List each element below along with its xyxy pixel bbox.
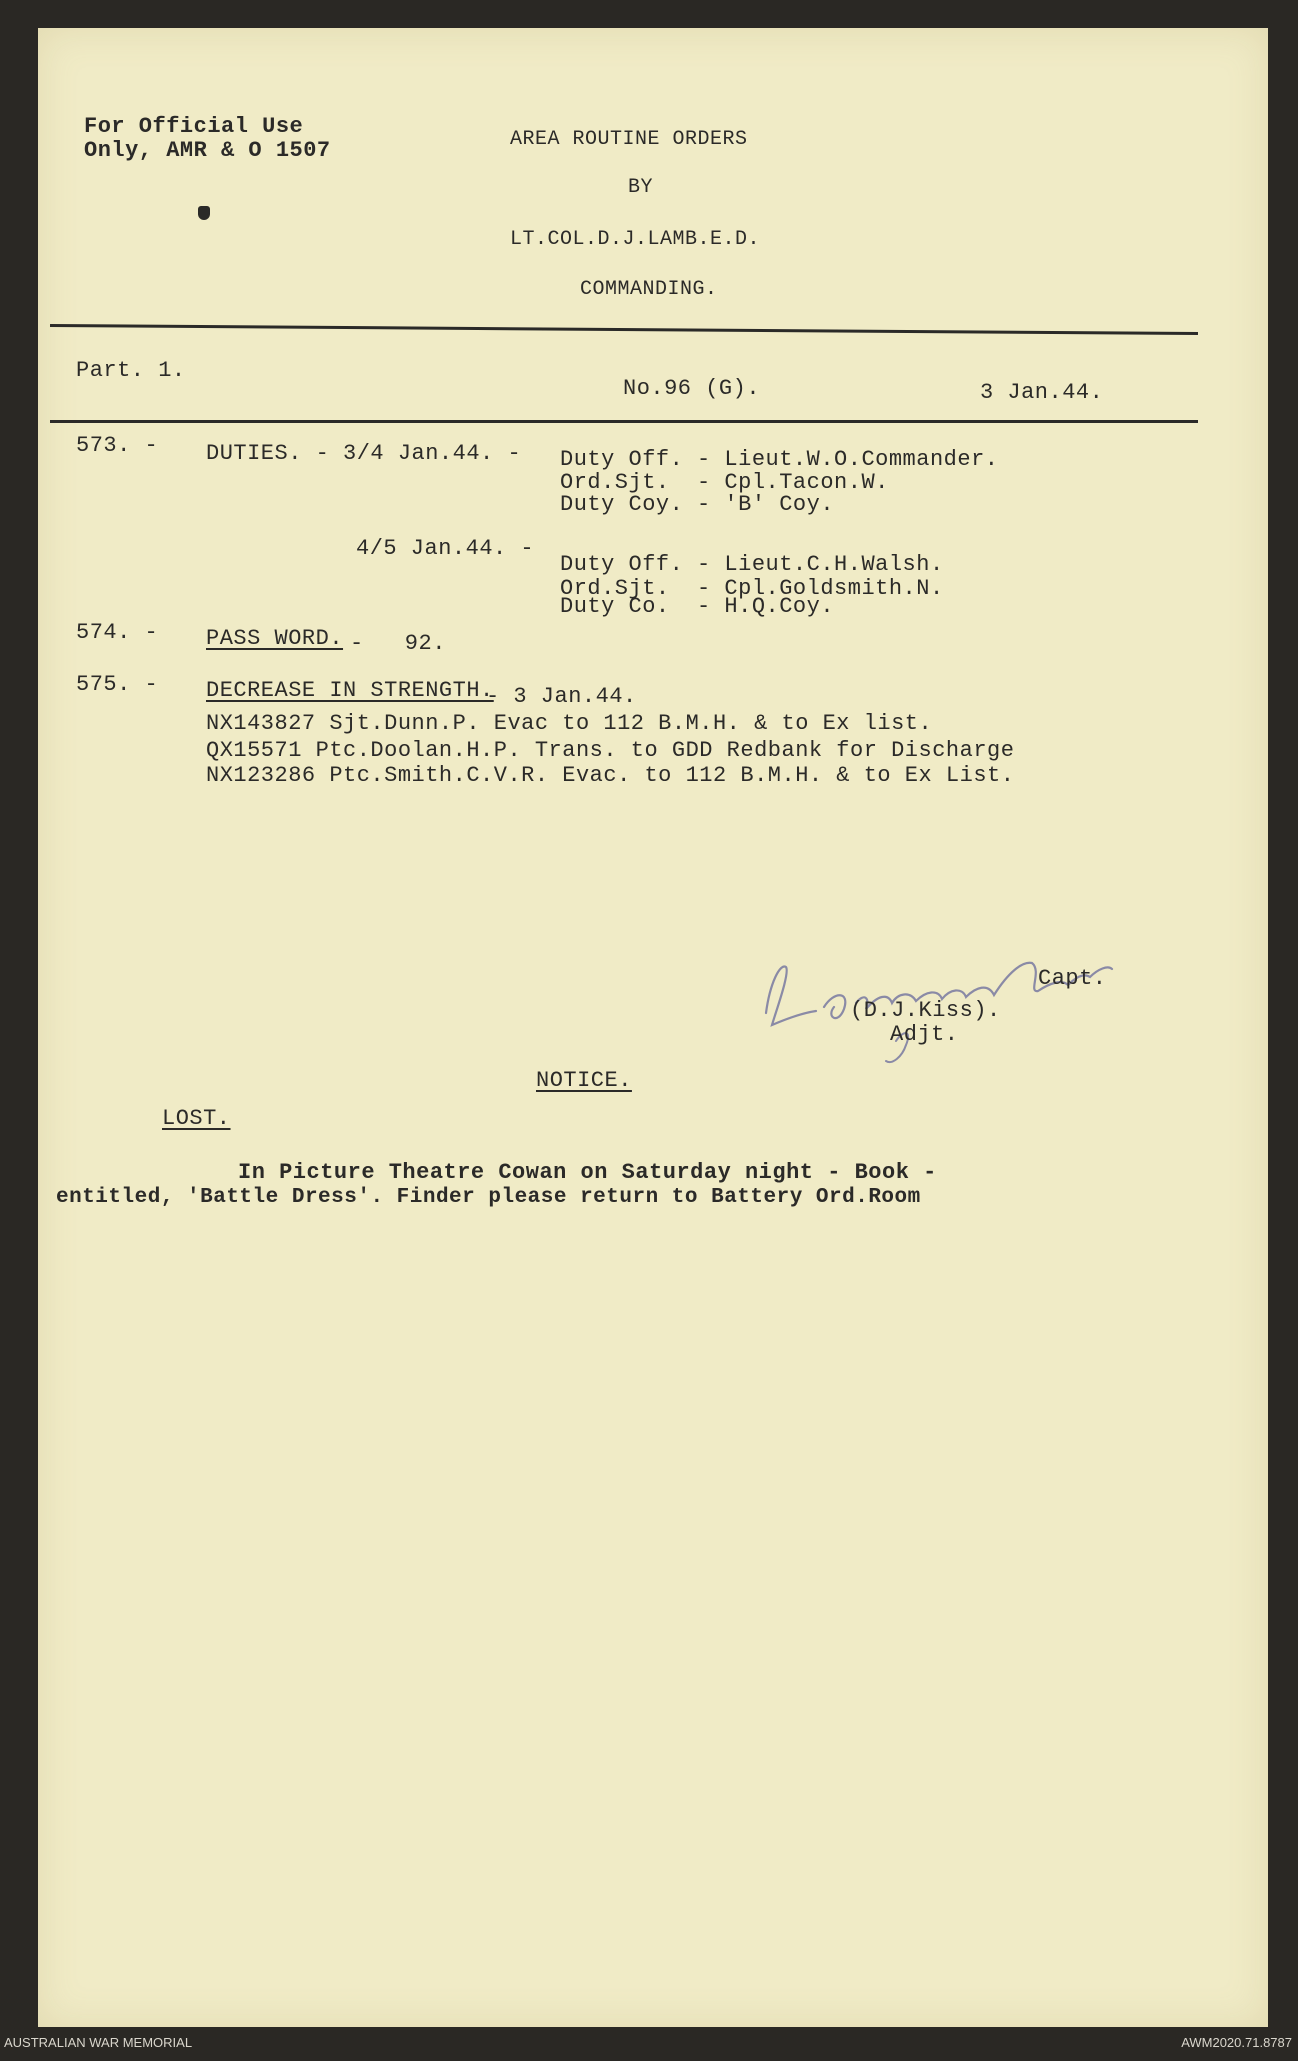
- order-573-line3: Duty Coy. - 'B' Coy.: [560, 492, 835, 517]
- notice-line1: In Picture Theatre Cowan on Saturday night - Book -: [238, 1160, 937, 1185]
- order-573-heading2: 4/5 Jan.44. -: [356, 536, 535, 561]
- notice-heading: NOTICE.: [536, 1068, 632, 1093]
- order-575-line2: QX15571 Ptc.Doolan.H.P. Trans. to GDD Redbank for Discharge: [206, 738, 1015, 763]
- order-575-line1: NX143827 Sjt.Dunn.P. Evac to 112 B.M.H. & to Ex list.: [206, 711, 933, 736]
- signature-name: (D.J.Kiss).: [850, 998, 1001, 1023]
- ink-mark: [198, 206, 210, 220]
- order-575-date: - 3 Jan.44.: [486, 684, 637, 709]
- order-573-line4: Duty Off. - Lieut.C.H.Walsh.: [560, 552, 944, 577]
- signature-rank: Capt.: [1038, 966, 1107, 991]
- signature-role: Adjt.: [890, 1022, 959, 1047]
- order-573-line5: Ord.Sjt. - Cpl.Goldsmith.N.: [560, 576, 944, 601]
- notice-line2: entitled, 'Battle Dress'. Finder please return to Battery Ord.Room: [56, 1186, 921, 1209]
- order-575-line3: NX123286 Ptc.Smith.C.V.R. Evac. to 112 B.M.H. & to Ex List.: [206, 763, 1015, 788]
- order-number: No.96 (G).: [623, 376, 761, 401]
- commander-line: LT.COL.D.J.LAMB.E.D.: [510, 228, 761, 251]
- official-use-line1: For Official Use: [84, 114, 304, 139]
- order-574-heading: PASS WORD.: [206, 626, 344, 651]
- order-573-line1: Duty Off. - Lieut.W.O.Commander.: [560, 447, 999, 472]
- order-574-number: 574. -: [76, 620, 159, 645]
- order-575-number: 575. -: [76, 672, 159, 697]
- part-label: Part. 1.: [76, 358, 186, 383]
- order-573-line6: Duty Co. - H.Q.Coy.: [560, 594, 835, 619]
- top-rule: [50, 324, 1198, 335]
- order-573-line2: Ord.Sjt. - Cpl.Tacon.W.: [560, 470, 889, 495]
- commanding-line: COMMANDING.: [580, 278, 718, 301]
- notice-subheading: LOST.: [162, 1106, 231, 1131]
- order-date: 3 Jan.44.: [980, 380, 1104, 405]
- document-title: AREA ROUTINE ORDERS: [510, 128, 748, 151]
- official-use-line2: Only, AMR & O 1507: [84, 138, 331, 163]
- document-page: [38, 28, 1268, 2027]
- order-575-heading: DECREASE IN STRENGTH.: [206, 678, 494, 703]
- archive-footer: [0, 2027, 1298, 2061]
- bottom-rule: [50, 420, 1198, 423]
- order-574-value: - 92.: [350, 631, 446, 656]
- order-573-number: 573. -: [76, 433, 159, 458]
- order-573-heading: DUTIES. - 3/4 Jan.44. -: [206, 441, 522, 466]
- footer-institution: AUSTRALIAN WAR MEMORIAL: [4, 2035, 193, 2050]
- footer-accession-number: AWM2020.71.8787: [1181, 2035, 1292, 2050]
- by-line: BY: [628, 176, 654, 199]
